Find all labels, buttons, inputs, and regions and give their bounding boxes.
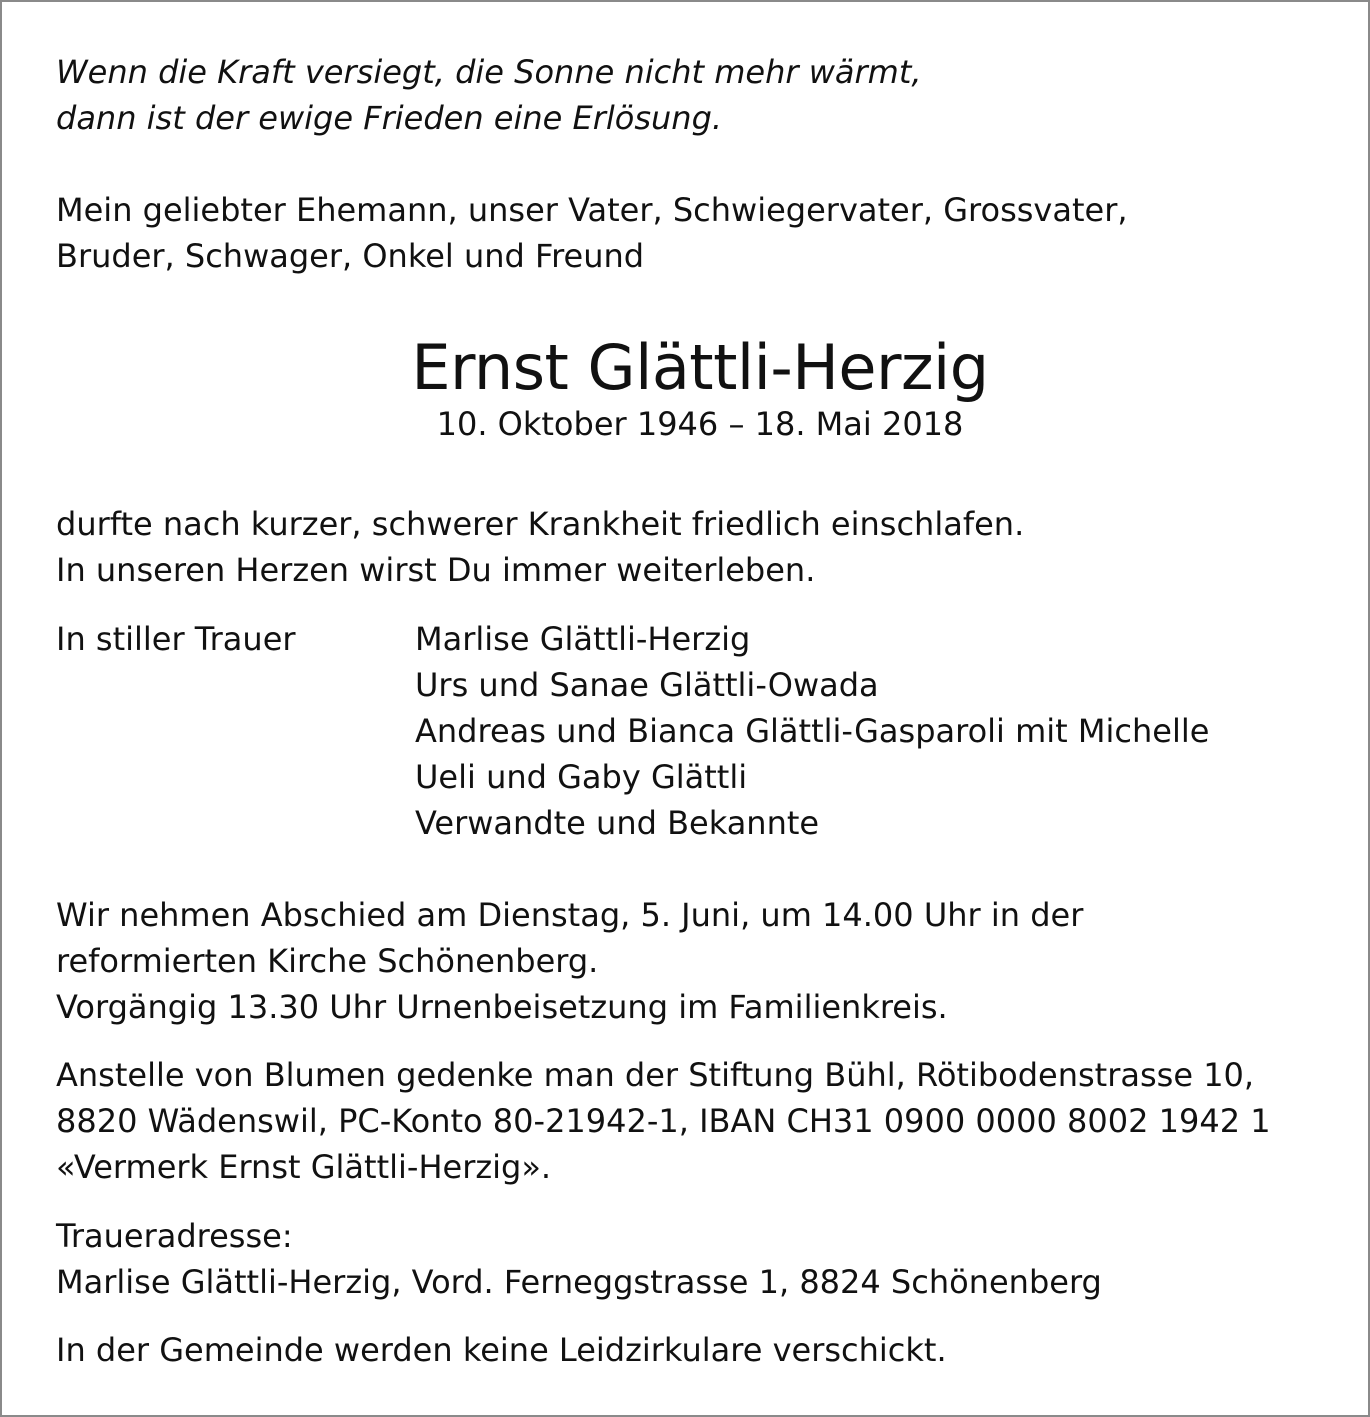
- donation-info: [56, 1052, 1328, 1190]
- mourner-name: Ueli und Gaby Glättli: [415, 758, 748, 796]
- ceremony-line: reformierten Kirche Schönenberg.: [56, 942, 599, 980]
- closing-line: In der Gemeinde werden keine Leidzirkulare verschickt.: [56, 1331, 947, 1369]
- intro-line: Mein geliebter Ehemann, unser Vater, Schwiegervater, Grossvater,: [56, 191, 1128, 229]
- ceremony-info: [56, 892, 1328, 1030]
- donation-line: Anstelle von Blumen gedenke man der Stiftung Bühl, Rötibodenstrasse 10,: [56, 1056, 1255, 1094]
- donation-line: 8820 Wädenswil, PC-Konto 80-21942-1, IBAN CH31 0900 0000 8002 1942 1: [56, 1102, 1271, 1140]
- deceased-header: [2, 332, 1368, 444]
- life-dates: 10. Oktober 1946 – 18. Mai 2018: [436, 405, 964, 443]
- motto-verse: [56, 49, 1328, 141]
- mourners-label: In stiller Trauer: [56, 620, 296, 658]
- mourner-name: Verwandte und Bekannte: [415, 804, 820, 842]
- motto-line: Wenn die Kraft versiegt, die Sonne nicht mehr wärmt,: [56, 53, 922, 91]
- ceremony-line: Wir nehmen Abschied am Dienstag, 5. Juni, um 14.00 Uhr in der: [56, 896, 1084, 934]
- closing-note: [56, 1327, 1328, 1373]
- donation-line: «Vermerk Ernst Glättli-Herzig».: [56, 1148, 552, 1186]
- mourner-name: Urs und Sanae Glättli-Owada: [415, 666, 879, 704]
- address-label: Traueradresse:: [56, 1217, 293, 1255]
- ceremony-line: Vorgängig 13.30 Uhr Urnenbeisetzung im Familienkreis.: [56, 988, 948, 1026]
- mourning-address: [56, 1213, 1328, 1305]
- passing-line: In unseren Herzen wirst Du immer weiterleben.: [56, 551, 816, 589]
- deceased-name: Ernst Glättli-Herzig: [411, 331, 989, 404]
- mourners-list: [415, 616, 1209, 846]
- mourner-name: Andreas und Bianca Glättli-Gasparoli mit Michelle: [415, 712, 1210, 750]
- address-line: Marlise Glättli-Herzig, Vord. Ferneggstrasse 1, 8824 Schönenberg: [56, 1263, 1102, 1301]
- motto-line: dann ist der ewige Frieden eine Erlösung.: [56, 99, 723, 137]
- intro-text: [56, 187, 1328, 279]
- passing-text: [56, 501, 1328, 593]
- intro-line: Bruder, Schwager, Onkel und Freund: [56, 237, 645, 275]
- mourner-name: Marlise Glättli-Herzig: [415, 620, 751, 658]
- passing-line: durfte nach kurzer, schwerer Krankheit friedlich einschlafen.: [56, 505, 1025, 543]
